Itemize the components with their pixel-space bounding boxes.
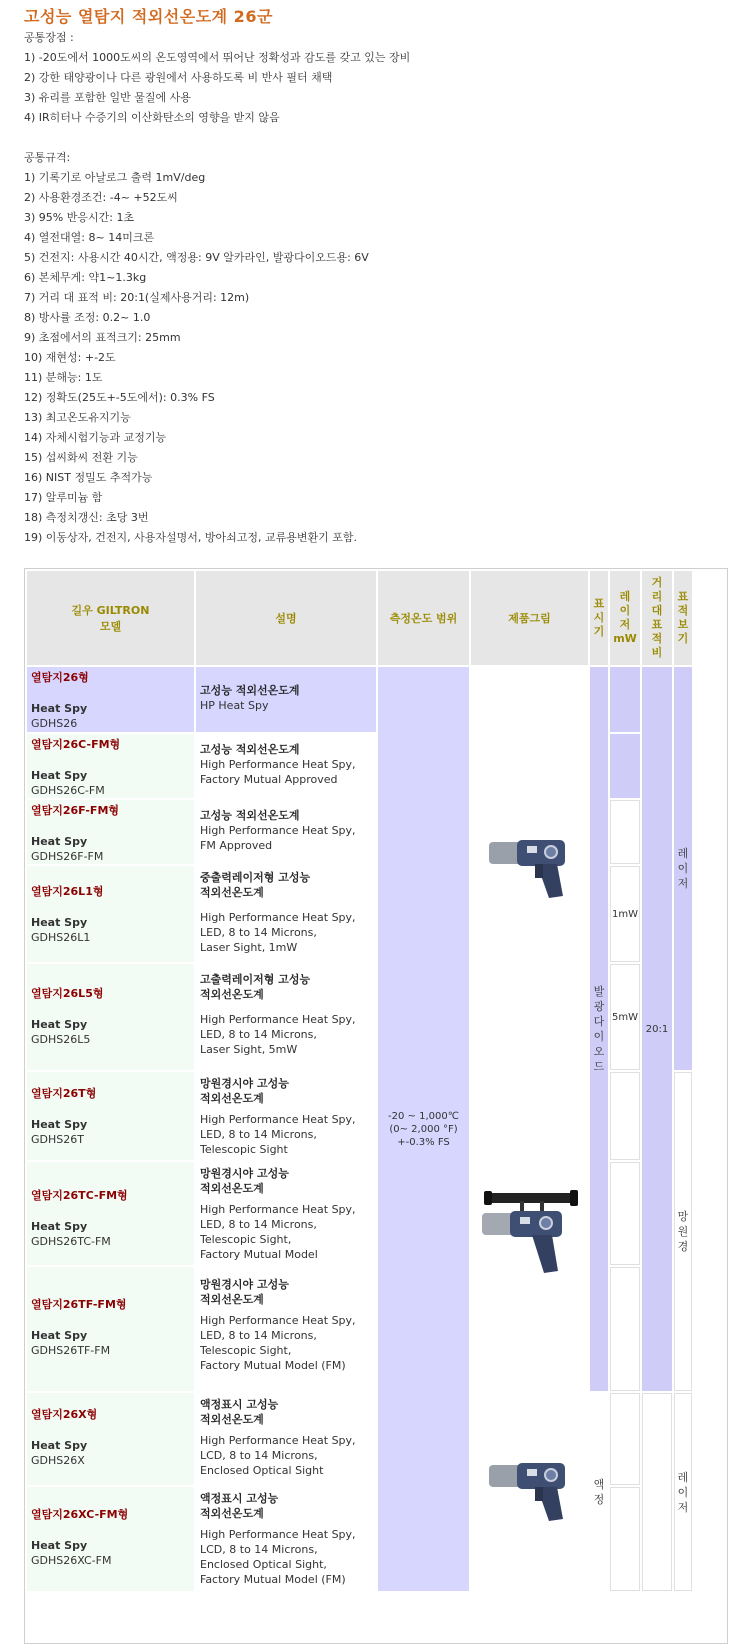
- header-laser-char: 이: [619, 604, 631, 617]
- table-row: [27, 734, 194, 798]
- table-row: [27, 1072, 194, 1160]
- display-led-char: 광: [593, 1000, 605, 1013]
- description-en: High Performance Heat Spy, LED, 8 to 14 Microns, Telescopic Sight, Factory Mutual Model: [200, 1203, 356, 1261]
- model-code: GDHS26F-FM: [31, 850, 104, 863]
- spec-item: 17) 알루미늄 함: [24, 491, 103, 504]
- laser-5mw-cell: 5mW: [610, 964, 640, 1070]
- sight-scope-char: 경: [677, 1240, 689, 1253]
- specs-section: [24, 148, 369, 548]
- description-en: High Performance Heat Spy, Factory Mutual Approved: [200, 758, 356, 786]
- spec-item: 12) 정확도(25도+-5도에서): 0.3% FS: [24, 391, 215, 404]
- header-model: 길우 GILTRON 모델: [27, 571, 194, 665]
- model-name-kr: 열탐지26L1형: [31, 885, 104, 898]
- model-name-kr: 열탐지26T형: [31, 1087, 97, 1100]
- display-led-char: 이: [593, 1030, 605, 1043]
- description-cell: [196, 1393, 376, 1485]
- description-cell: [196, 800, 376, 864]
- model-code: GDHS26L1: [31, 931, 91, 944]
- description-kr: 중출력레이저형 고성능 적외선온도계: [200, 871, 311, 899]
- description-en: High Performance Heat Spy, LED, 8 to 14 Microns, Laser Sight, 5mW: [200, 1013, 356, 1056]
- model-name-en: Heat Spy: [31, 916, 88, 929]
- header-sight-char: 표: [677, 590, 689, 603]
- header-sight-char: 적: [677, 604, 689, 617]
- description-kr: 액정표시 고성능 적외선온도계: [200, 1492, 279, 1520]
- spec-item: 15) 섭씨화씨 전환 기능: [24, 451, 138, 464]
- features-heading: 공통장점 :: [24, 31, 74, 44]
- spec-item: 5) 건전지: 사용시간 40시간, 액정용: 9V 알카라인, 발광다이오드용: 6V: [24, 251, 369, 264]
- table-row: [27, 1267, 194, 1391]
- description-en: High Performance Heat Spy, LED, 8 to 14 Microns, Telescopic Sight, Factory Mutual Model (FM): [200, 1314, 356, 1372]
- model-name-kr: 열탐지26형: [31, 671, 89, 684]
- description-cell: [196, 667, 376, 732]
- spec-item: 6) 본체무게: 약1~1.3kg: [24, 271, 147, 284]
- header-laser-char: 저: [619, 618, 631, 631]
- sight-laser-char: 저: [677, 1500, 689, 1514]
- sight-scope-char: 망: [677, 1210, 689, 1223]
- laser-cell: [610, 1487, 640, 1591]
- model-code: GDHS26C-FM: [31, 784, 105, 797]
- sight-scope-char: 원: [677, 1225, 689, 1238]
- model-name-kr: 열탐지26L5형: [31, 987, 104, 1000]
- laser-cell: [610, 1267, 640, 1391]
- sight-laser-char: 레: [677, 847, 689, 860]
- spec-item: 9) 초점에서의 표적크기: 25mm: [24, 331, 181, 344]
- feature-item: 3) 유리를 포함한 일반 물질에 사용: [24, 91, 191, 104]
- header-sight: [674, 571, 692, 665]
- laser-cell: [610, 1072, 640, 1160]
- description-cell: [196, 1162, 376, 1265]
- page-title: 고성능 열탐지 적외선온도계 26군: [24, 7, 273, 26]
- header-ratio-char: 리: [651, 590, 663, 603]
- header-laser-unit: mW: [613, 632, 637, 645]
- model-name-kr: 열탐지26X형: [31, 1408, 98, 1421]
- spec-item: 13) 최고온도유지기능: [24, 411, 131, 424]
- lcd-thermometer-icon: [487, 1457, 573, 1527]
- description-kr: 고성능 적외선온도계: [200, 684, 300, 697]
- description-en: High Performance Heat Spy, LCD, 8 to 14 Microns, Enclosed Optical Sight: [200, 1434, 356, 1477]
- header-display-char: 표: [593, 597, 605, 610]
- telescopic-thermometer-icon: [480, 1187, 580, 1277]
- model-code: GDHS26X: [31, 1454, 85, 1467]
- laser-1mw-cell: 1mW: [610, 866, 640, 962]
- model-name-en: Heat Spy: [31, 1539, 88, 1552]
- product-table: [24, 568, 728, 1644]
- spec-item: 19) 이동상자, 건전지, 사용자설명서, 방아쇠고정, 교류용변환기 포함.: [24, 531, 358, 544]
- features-section: [24, 28, 410, 128]
- model-code: GDHS26T: [31, 1133, 84, 1146]
- header-ratio-char: 비: [651, 646, 663, 659]
- table-row: [27, 1393, 194, 1485]
- laser-cell: [610, 1162, 640, 1265]
- model-name-kr: 열탐지26TC-FM형: [31, 1189, 128, 1202]
- ratio-cell: 20:1: [642, 667, 672, 1391]
- model-name-en: Heat Spy: [31, 702, 88, 715]
- description-en: High Performance Heat Spy, LED, 8 to 14 Microns, Laser Sight, 1mW: [200, 911, 356, 954]
- model-name-kr: 열탐지26TF-FM형: [31, 1298, 127, 1311]
- specs-heading: 공통규격:: [24, 151, 71, 164]
- thermometer-gun-icon: [487, 834, 573, 904]
- spec-item: 7) 거리 대 표적 비: 20:1(실제사용거리: 12m): [24, 291, 250, 304]
- display-lcd-char: 정: [593, 1493, 605, 1506]
- spec-item: 10) 재현성: +-2도: [24, 351, 116, 364]
- model-name-kr: 열탐지26XC-FM형: [31, 1508, 129, 1521]
- product-image-cell: [471, 1072, 588, 1391]
- description-cell: [196, 1072, 376, 1160]
- product-image-cell: [471, 667, 588, 1070]
- feature-item: 1) -20도에서 1000도씨의 온도영역에서 뛰어난 정확성과 감도를 갖고 있는 장비: [24, 51, 411, 64]
- header-ratio: [642, 571, 672, 665]
- description-kr: 액정표시 고성능 적외선온도계: [200, 1398, 279, 1426]
- description-cell: [196, 1487, 376, 1591]
- table-row: [27, 1162, 194, 1265]
- spec-item: 16) NIST 정밀도 추적가능: [24, 471, 153, 484]
- table-row: [27, 1487, 194, 1591]
- spec-item: 3) 95% 반응시간: 1초: [24, 211, 135, 224]
- header-display: [590, 571, 608, 665]
- display-lcd-cell: [590, 1393, 608, 1591]
- range-line: -20 ~ 1,000℃: [388, 1110, 459, 1122]
- product-image-cell: [471, 1393, 588, 1591]
- spec-item: 8) 방사률 조정: 0.2~ 1.0: [24, 311, 151, 324]
- description-kr: 고성능 적외선온도계: [200, 809, 300, 822]
- model-name-en: Heat Spy: [31, 1220, 88, 1233]
- model-name-en: Heat Spy: [31, 1118, 88, 1131]
- display-led-char: 드: [593, 1060, 605, 1073]
- header-description: 설명: [196, 571, 376, 665]
- spec-item: 11) 분해능: 1도: [24, 371, 103, 384]
- header-display-char: 시: [593, 611, 605, 624]
- spec-item: 1) 기록기로 아날로그 출력 1mV/deg: [24, 171, 206, 184]
- feature-item: 2) 강한 태양광이나 다른 광원에서 사용하도록 비 반사 필터 채택: [24, 71, 333, 84]
- model-code: GDHS26XC-FM: [31, 1554, 112, 1567]
- header-ratio-char: 적: [651, 632, 663, 645]
- description-kr: 고성능 적외선온도계: [200, 743, 300, 756]
- description-kr: 망원경시야 고성능 적외선온도계: [200, 1278, 289, 1306]
- header-display-char: 기: [593, 625, 605, 638]
- sight-laser-char: 이: [677, 1485, 689, 1499]
- temperature-range-cell: [378, 667, 469, 1591]
- model-code: GDHS26TF-FM: [31, 1344, 111, 1357]
- header-ratio-char: 거: [651, 576, 663, 589]
- header-sight-char: 기: [677, 632, 689, 645]
- model-name-en: Heat Spy: [31, 769, 88, 782]
- table-row: [27, 800, 194, 864]
- description-en: High Performance Heat Spy, LCD, 8 to 14 Microns, Enclosed Optical Sight, Factory Mutual Model (FM): [200, 1528, 356, 1586]
- description-kr: 망원경시야 고성능 적외선온도계: [200, 1077, 289, 1105]
- display-led-cell: [590, 667, 608, 1391]
- model-code: GDHS26L5: [31, 1033, 91, 1046]
- sight-scope-cell: [674, 1072, 692, 1391]
- sight-laser-cell: [674, 667, 692, 1070]
- description-cell: [196, 1267, 376, 1391]
- model-name-en: Heat Spy: [31, 835, 88, 848]
- header-sight-char: 보: [677, 618, 689, 631]
- range-line: +-0.3% FS: [397, 1136, 450, 1148]
- table-row: [27, 964, 194, 1070]
- model-name-en: Heat Spy: [31, 1329, 88, 1342]
- header-ratio-char: 표: [651, 618, 663, 631]
- table-row: [27, 667, 194, 732]
- spec-item: 2) 사용환경조건: -4~ +52도씨: [24, 191, 178, 204]
- header-range: 측정온도 범위: [378, 571, 469, 665]
- model-name-en: Heat Spy: [31, 1018, 88, 1031]
- description-kr: 고출력레이저형 고성능 적외선온도계: [200, 973, 311, 1001]
- description-cell: [196, 734, 376, 798]
- display-led-char: 발: [593, 985, 605, 998]
- header-ratio-char: 대: [651, 604, 663, 617]
- spec-item: 18) 측정치갱신: 초당 3번: [24, 511, 149, 524]
- header-image: 제품그림: [471, 571, 588, 665]
- display-led-char: 다: [593, 1015, 605, 1028]
- table-row: [27, 866, 194, 962]
- model-name-en: Heat Spy: [31, 1439, 88, 1452]
- description-cell: [196, 866, 376, 962]
- description-cell: [196, 964, 376, 1070]
- display-led-char: 오: [593, 1045, 605, 1058]
- ratio-cell-empty: [642, 1393, 672, 1591]
- model-name-kr: 열탐지26C-FM형: [31, 738, 121, 751]
- description-kr: 망원경시야 고성능 적외선온도계: [200, 1167, 289, 1195]
- description-en: High Performance Heat Spy, LED, 8 to 14 Microns, Telescopic Sight: [200, 1113, 356, 1156]
- model-code: GDHS26: [31, 717, 78, 730]
- feature-item: 4) IR히터나 수증기의 이산화탄소의 영향을 받지 않음: [24, 111, 280, 124]
- sight-laser-char: 저: [677, 877, 689, 890]
- spec-item: 14) 자체시험기능과 교정기능: [24, 431, 167, 444]
- laser-cell: [610, 667, 640, 732]
- header-laser: [610, 571, 640, 665]
- description-en: High Performance Heat Spy, FM Approved: [200, 824, 356, 852]
- sight-laser-char: 이: [677, 862, 689, 875]
- display-lcd-char: 액: [593, 1478, 605, 1491]
- spec-item: 4) 열전대열: 8~ 14미크론: [24, 231, 155, 244]
- range-line: (0~ 2,000 °F): [389, 1123, 458, 1135]
- sight-laser-char: 레: [677, 1470, 689, 1484]
- header-laser-char: 레: [619, 590, 631, 603]
- model-code: GDHS26TC-FM: [31, 1235, 111, 1248]
- sight-laser-cell-2: [674, 1393, 692, 1591]
- laser-cell: [610, 800, 640, 864]
- laser-cell: [610, 734, 640, 798]
- laser-cell: [610, 1393, 640, 1485]
- model-name-kr: 열탐지26F-FM형: [31, 804, 120, 817]
- description-en: HP Heat Spy: [200, 699, 269, 712]
